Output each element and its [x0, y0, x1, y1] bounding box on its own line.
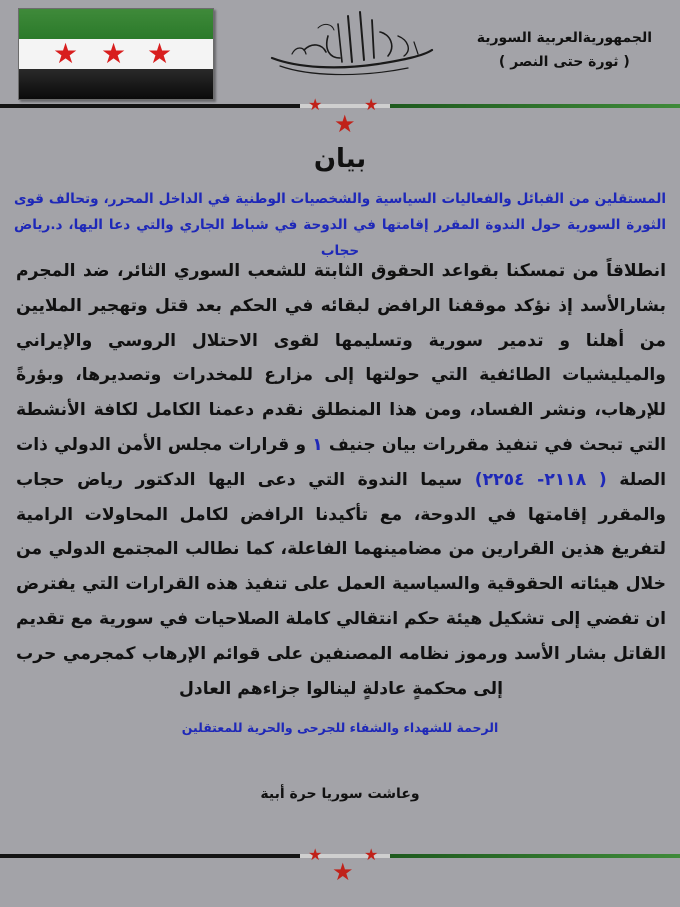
syrian-revolution-flag	[18, 8, 214, 100]
statement-body	[16, 254, 666, 706]
closing-line: الرحمة للشهداء والشفاء للجرحى والحرية للمعتقلين	[181, 720, 499, 735]
signoff-line: وعاشت سوريا حرة أبية	[260, 786, 420, 802]
basmala-calligraphy-icon	[268, 6, 436, 84]
state-name: الجمهوريةالعربية السورية	[476, 30, 652, 46]
body-part-1: انطلاقاً من تمسكنا بقواعد الحقوق الثابتة للشعب السوري الثائر، ضد المجرم بشارالأسد إذ نؤكد موقفنا الرافض لبقائه في الحكم بعد قتل وتهجير الملايين من أهلنا و تدمير سورية وتسليمها لقوى الاحتلال الروسي والإيراني والميليشيات الطائفية التي حولتها إلى مزارع للمخدرات وتصديرها، وبؤرةً للإرهاب، ونشر الفساد، ومن هذا المنطلق نقدم دعمنا الكامل لكافة الأنشطة التي تبحث في تنفيذ مقررات بيان جنيف	[16, 261, 666, 455]
divider-center-star-icon: ★	[332, 858, 354, 886]
divider-star-icon: ★	[308, 95, 323, 114]
body-part-3: سيما الندوة التي دعى اليها الدكتور رياض حجاب والمقرر إقامتها في الدوحة، مع تأكيدنا الرافض لكامل المحاولات الرامية لتفريغ هذين القرارين من مضامينهما الفاعلة، كما نطالب المجتمع الدولي من خلال هيئاته الحقوقية والسياسية العمل على تنفيذ هذه القرارات التي يفترض ان تفضي إلى تشكيل هيئة حكم انتقالي كاملة الصلاحيات في سورية مع تقديم القاتل بشار الأسد ورموز نظامه المصنفين على قوائم الإرهاب كمجرمي حرب إلى محكمةٍ عادلةٍ لينالوا جزاءهم العادل	[16, 469, 666, 699]
body-part-2: و قرارات مجلس الأمن الدولي ذات الصلة	[16, 434, 666, 490]
top-divider	[0, 95, 680, 114]
geneva-number: ١	[312, 434, 323, 455]
statement-subtitle: المستقلين من القبائل والفعاليات السياسية والشخصيات الوطنية في الداخل المحرر، وتحالف قوى الثورة السورية حول الندوة المقرر إقامتها في الدوحة في شباط الجاري والتي دعا اليها، د.رياض حجاب	[14, 191, 666, 259]
revolution-motto: ( ثورة حتى النصر )	[498, 54, 630, 70]
divider-center-star-icon: ★	[334, 110, 356, 138]
flag-star-icon: ★	[147, 37, 173, 70]
flag-star-icon: ★	[53, 37, 79, 70]
flag-star-icon: ★	[101, 37, 127, 70]
divider-star-icon: ★	[308, 845, 323, 864]
divider-star-icon: ★	[364, 95, 379, 114]
page-title: بيان	[313, 144, 367, 174]
resolution-numbers: ( ٢١١٨- ٢٢٥٤)	[474, 469, 607, 490]
divider-star-icon: ★	[364, 845, 379, 864]
flag-white-band	[19, 39, 213, 69]
header-state-block	[477, 30, 652, 70]
flag-black-band	[19, 69, 213, 99]
flag-green-band	[19, 9, 213, 39]
